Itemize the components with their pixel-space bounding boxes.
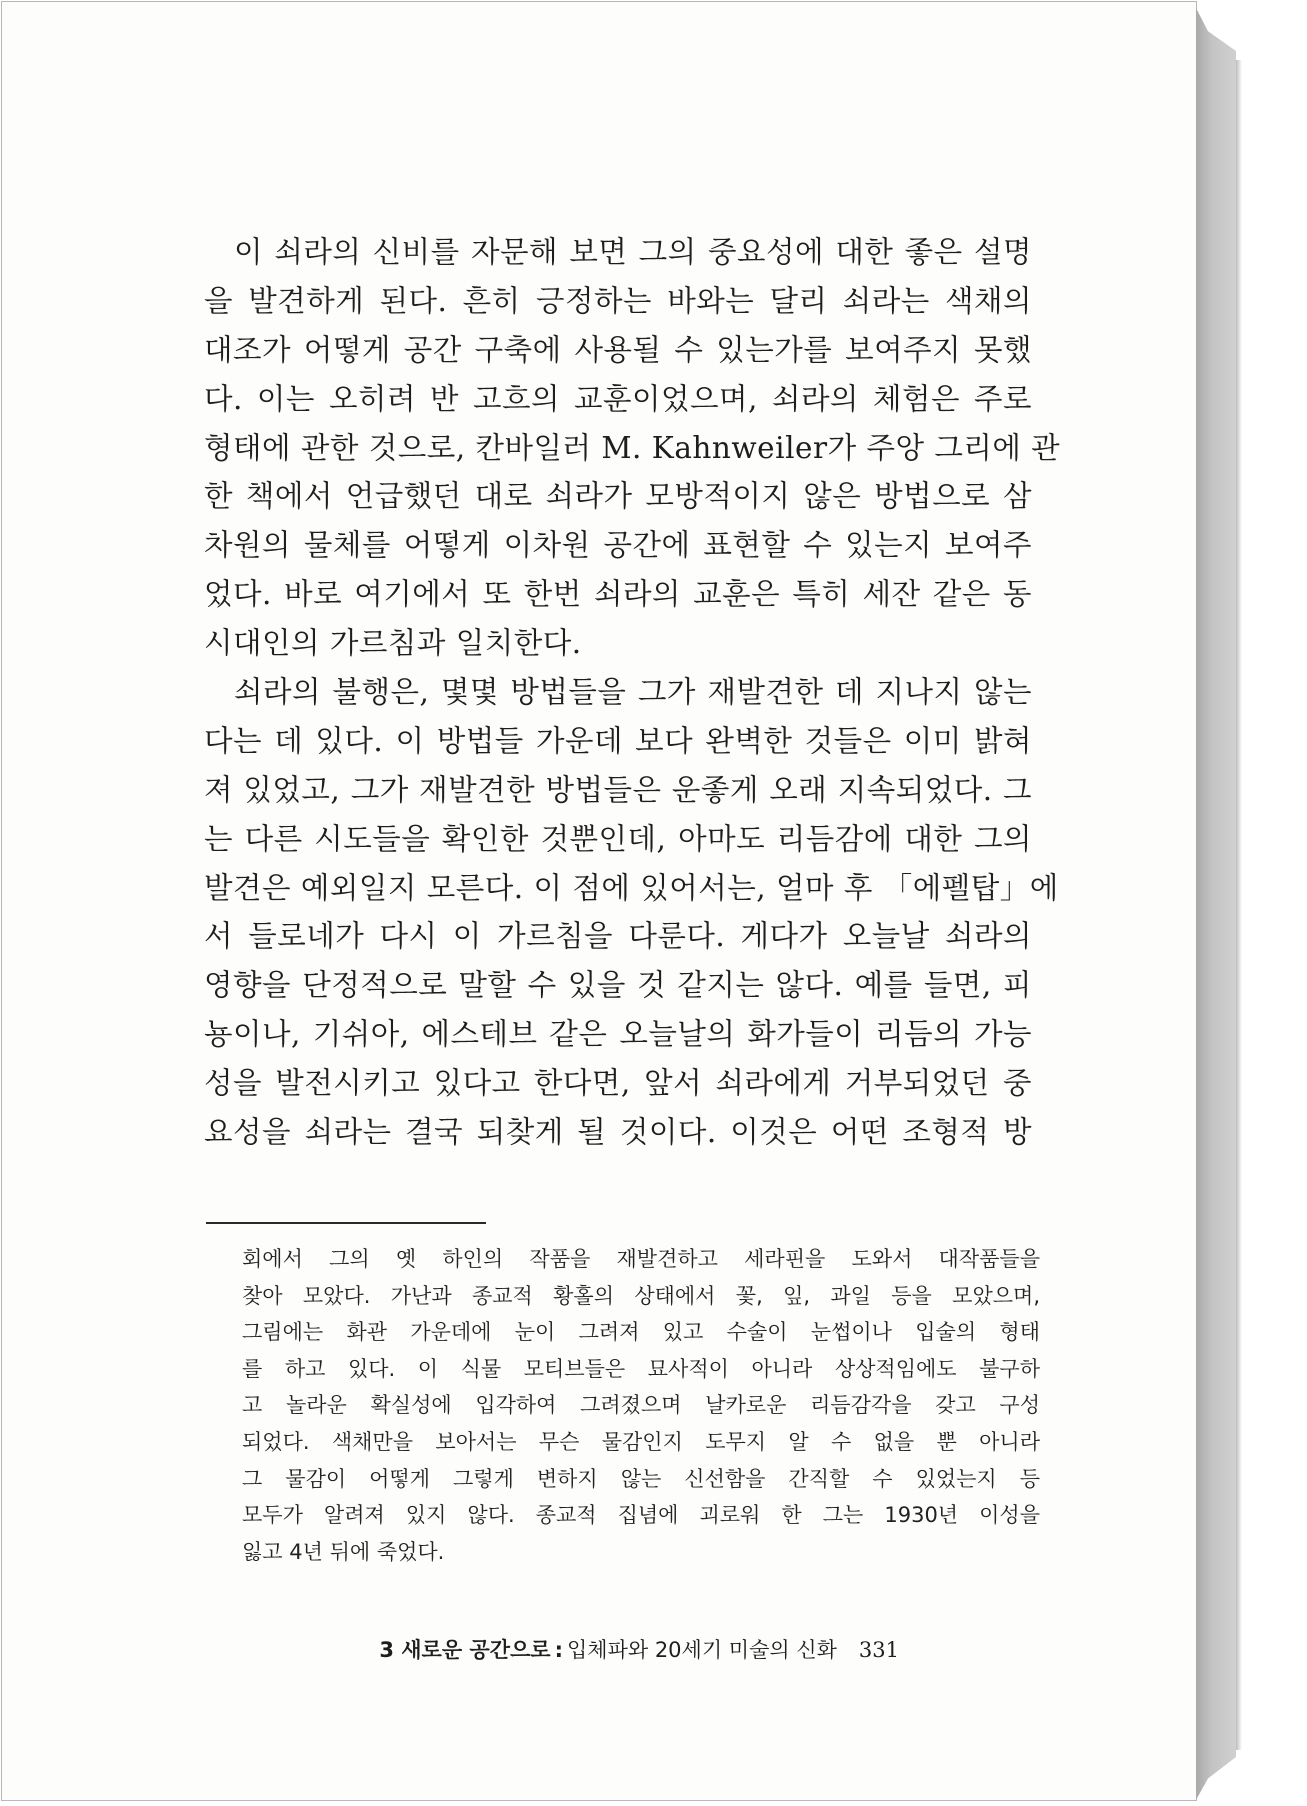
book-page [1, 1, 1197, 1801]
footnote-line: 회에서 그의 옛 하인의 작품을 재발견하고 세라핀을 도와서 대작품들을 [242, 1247, 1040, 1271]
body-line: 서 들로네가 다시 이 가르침을 다룬다. 게다가 오늘날 쇠라의 [204, 919, 1032, 954]
chapter-title: 3 새로운 공간으로 [379, 1638, 551, 1662]
footnote-line: 고 놀라운 확실성에 입각하여 그려졌으며 날카로운 리듬감각을 갖고 구성 [242, 1393, 1040, 1418]
body-line: 을 발견하게 된다. 흔히 긍정하는 바와는 달리 쇠라는 색채의 [204, 283, 1032, 318]
body-line: 었다. 바로 여기에서 또 한번 쇠라의 교훈은 특히 세잔 같은 동 [204, 577, 1032, 612]
chapter-subtitle: 입체파와 20세기 미술의 신화 [567, 1638, 837, 1662]
footnote-line: 그림에는 화관 가운데에 눈이 그려져 있고 수술이 눈썹이나 입술의 형태 [242, 1320, 1040, 1345]
body-line: 쇠라의 불행은, 몇몇 방법들을 그가 재발견한 데 지나지 않는 [234, 675, 1032, 710]
body-line: 다. 이는 오히려 반 고흐의 교훈이었으며, 쇠라의 체험은 주로 [204, 381, 1032, 416]
body-line: 차원의 물체를 어떻게 이차원 공간에 표현할 수 있는지 보여주 [204, 528, 1032, 563]
body-line: 이 쇠라의 신비를 자문해 보면 그의 중요성에 대한 좋은 설명 [234, 235, 1032, 269]
footnote-line: 되었다. 색채만을 보아서는 무슨 물감인지 도무지 알 수 없을 뿐 아니라 [242, 1429, 1040, 1454]
body-line: 는 다른 시도들을 확인한 것뿐인데, 아마도 리듬감에 대한 그의 [204, 821, 1032, 856]
body-line: 뇽이나, 기쉬아, 에스테브 같은 오늘날의 화가들이 리듬의 가능 [204, 1017, 1032, 1052]
footnote-line: 그 물감이 어떻게 그렇게 변하지 않는 신선함을 간직할 수 있었는지 등 [242, 1466, 1040, 1491]
footer-separator: : [554, 1638, 563, 1662]
footnote-line: 를 하고 있다. 이 식물 모티브들은 묘사적이 아니라 상상적임에도 불구하 [242, 1356, 1040, 1381]
footnote-rule [206, 1222, 486, 1224]
page-edge-shadow [1236, 60, 1242, 1750]
page-number: 331 [858, 1638, 899, 1662]
body-line: 져 있었고, 그가 재발견한 방법들은 운좋게 오래 지속되었다. 그 [204, 772, 1032, 807]
page-edge [1196, 8, 1236, 1800]
body-line: 한 책에서 언급했던 대로 쇠라가 모방적이지 않은 방법으로 삼 [204, 479, 1032, 514]
body-line: 다는 데 있다. 이 방법들 가운데 보다 완벽한 것들은 이미 밝혀 [204, 723, 1032, 758]
body-line: 형태에 관한 것으로, 칸바일러 M. Kahnweiler가 주앙 그리에 관 [204, 430, 1061, 465]
footnote-line: 찾아 모았다. 가난과 종교적 황홀의 상태에서 꽃, 잎, 과일 등을 모았으며, [242, 1283, 1040, 1308]
body-line: 발견은 예외일지 모른다. 이 점에 있어서는, 얼마 후 「에펠탑」에 [204, 870, 1059, 905]
body-line: 시대인의 가르침과 일치한다. [204, 626, 582, 661]
running-footer [379, 1634, 899, 1664]
body-text [204, 228, 1061, 1157]
footnote-line: 잃고 4년 뒤에 죽었다. [242, 1539, 445, 1564]
footnote [242, 1241, 1040, 1570]
body-line: 요성을 쇠라는 결국 되찾게 될 것이다. 이것은 어떤 조형적 방 [204, 1115, 1032, 1150]
body-line: 영향을 단정적으로 말할 수 있을 것 같지는 않다. 예를 들면, 피 [204, 968, 1032, 1003]
footnote-line: 모두가 알려져 있지 않다. 종교적 집념에 괴로워 한 그는 1930년 이성을 [242, 1503, 1040, 1528]
body-line: 성을 발전시키고 있다고 한다면, 앞서 쇠라에게 거부되었던 중 [204, 1066, 1032, 1101]
body-line: 대조가 어떻게 공간 구축에 사용될 수 있는가를 보여주지 못했 [204, 332, 1032, 367]
